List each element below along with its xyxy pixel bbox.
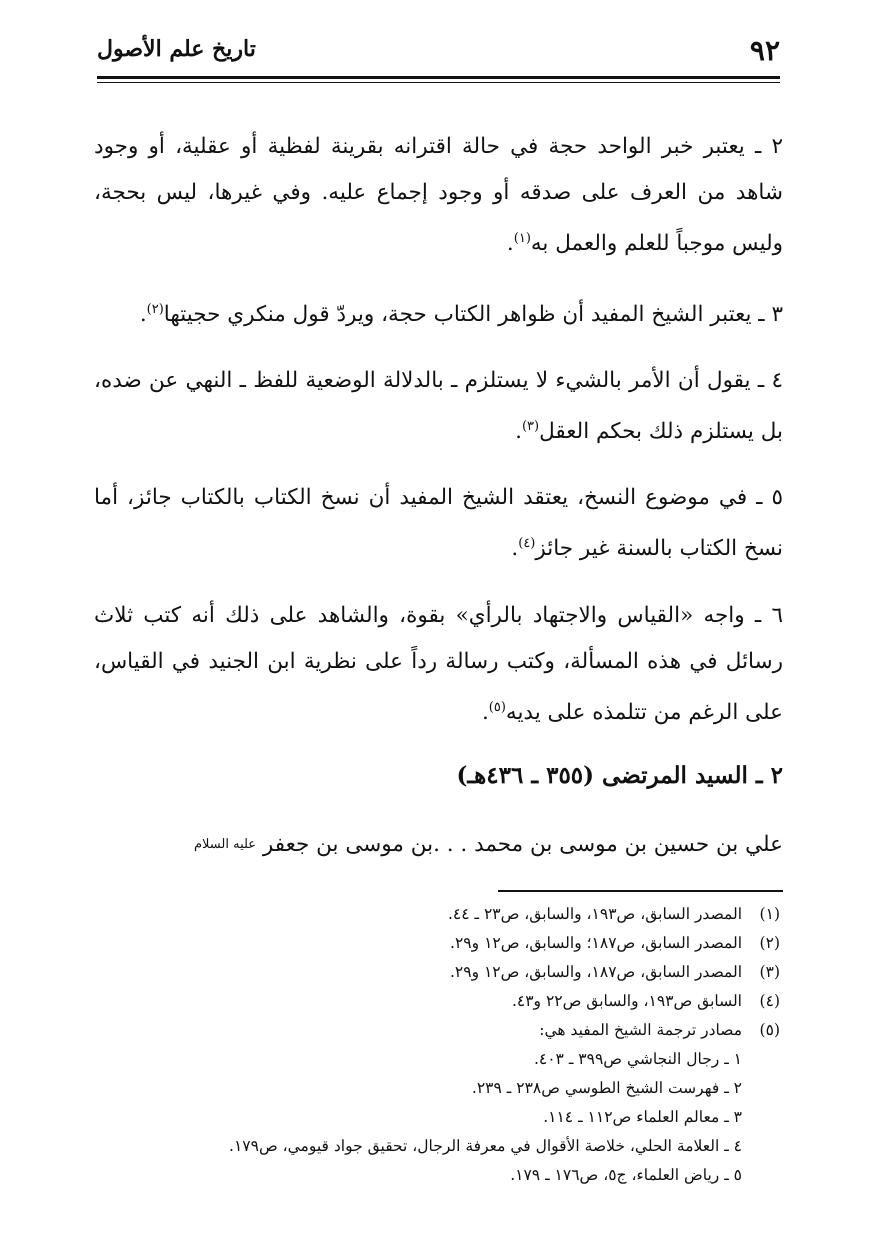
footnote-ref: (٥): [488, 699, 506, 715]
footnote-ref: (٣): [521, 419, 540, 435]
source-item: ٥ ـ رياض العلماء، ج٥، ص١٧٦ ـ ١٧٩.: [510, 1166, 742, 1184]
source-item: ٢ ـ فهرست الشيخ الطوسي ص٢٣٨ ـ ٢٣٩.: [471, 1079, 742, 1097]
footnote: (١)المصدر السابق، ص١٩٣، والسابق، ص٢٣ ـ ٤٤.: [447, 905, 780, 923]
header-rule-thin: [97, 82, 780, 83]
paragraph-3: ٣ ـ يعتبر الشيخ المفيد أن ظواهر الكتاب حجة، ويردّ قول منكري حجيتها$^{(٢)}$.: [139, 302, 783, 328]
paragraph-6: ٦ ـ واجه «القياس والاجتهاد بالرأي» بقوة، والشاهد على ذلك أنه كتب ثلاث رسائل في هذه المسألة، وكتب رسالة رداً على نظرية ابن الجنيد في القياس، على الرغم من تتلمذه على يديه$^{(٥)}$.: [94, 602, 783, 725]
honorific-glyph: عليه السلام: [194, 836, 257, 852]
paragraph-4: ٤ ـ يقول أن الأمر بالشيء لا يستلزم ـ بالدلالة الوضعية للفظ ـ النهي عن ضده، بل يستلزم ذلك بحكم العقل$^{(٣)}$.: [94, 368, 783, 445]
lineage-line: علي بن حسين بن موسى بن محمد . . .بن موسى بن جعفر $^{عليه السلام}$: [194, 831, 783, 857]
section-heading: ٢ ـ السيد المرتضى (٣٥٥ ـ ٤٣٦هـ): [456, 761, 783, 789]
source-item: ٤ ـ العلامة الحلي، خلاصة الأقوال في معرفة الرجال، تحقيق جواد قيومي، ص١٧٩.: [229, 1137, 742, 1155]
header-rule: [97, 76, 780, 79]
footnote: (٥)مصادر ترجمة الشيخ المفيد هي:: [539, 1021, 780, 1039]
main-text: [94, 124, 783, 868]
footnote: (٣)المصدر السابق، ص١٨٧، والسابق، ص١٢ و٢٩.: [449, 963, 780, 981]
footnote-ref: (٢): [146, 302, 164, 318]
footnotes: [100, 900, 780, 1190]
source-item: ٣ ـ معالم العلماء ص١١٢ ـ ١١٤.: [543, 1108, 742, 1126]
paragraph-2: ٢ ـ يعتبر خبر الواحد حجة في حالة اقترانه بقرينة لفظية أو عقلية، أو وجود شاهد من العرف على صدقه أو وجود إجماع عليه. وفي غيرها، ليس بحجة، وليس موجباً للعلم والعمل به$^{(١)}$.: [94, 134, 783, 257]
footnote: (٢)المصدر السابق، ص١٨٧؛ والسابق، ص١٢ و٢٩.: [450, 934, 780, 952]
footnote-separator: [498, 890, 783, 892]
page-header: [97, 28, 780, 76]
page-number: ٩٢: [749, 34, 780, 67]
paragraph-5: ٥ ـ في موضوع النسخ، يعتقد الشيخ المفيد أن نسخ الكتاب بالكتاب جائز، أما نسخ الكتاب بالسنة غير جائز$^{(٤)}$.: [94, 485, 783, 562]
running-title: تاريخ علم الأصول: [97, 36, 256, 62]
footnote: (٤)السابق ص١٩٣، والسابق ص٢٢ و٤٣.: [511, 992, 780, 1010]
footnote-ref: (٤): [518, 536, 536, 552]
source-item: ١ ـ رجال النجاشي ص٣٩٩ ـ ٤٠٣.: [533, 1050, 742, 1068]
footnote-ref: (١): [513, 231, 531, 246]
